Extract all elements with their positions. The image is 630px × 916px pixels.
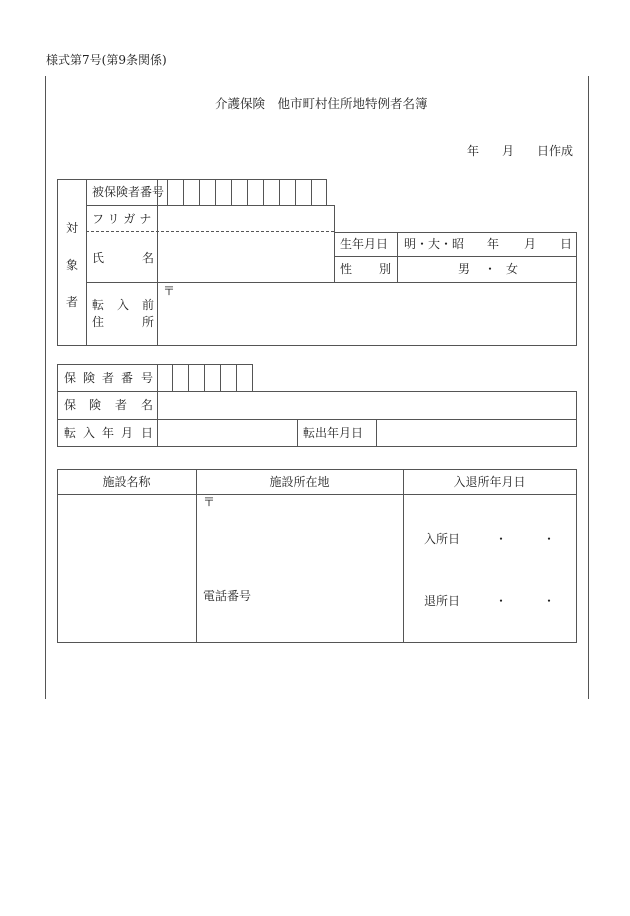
created-month-label: 月: [502, 144, 515, 158]
move-in-date-field[interactable]: [158, 420, 296, 446]
page-frame-left: [45, 76, 46, 699]
discharge-dot-1: ・: [495, 594, 508, 608]
insurer-cell-divider: [236, 364, 237, 391]
prev-address-field[interactable]: [158, 283, 575, 345]
insured-cell-divider: [311, 179, 312, 205]
gender-label-2: 別: [379, 262, 392, 276]
prev-address-label-2a: 住: [92, 315, 105, 329]
insurer-name-field[interactable]: [158, 392, 575, 418]
move-in-l4: 月: [121, 426, 134, 440]
birth-gender-divider: [397, 232, 398, 282]
birth-top: [334, 232, 576, 233]
insured-cell-divider: [231, 179, 232, 205]
insured-cell-divider: [263, 179, 264, 205]
birth-day-label: 日: [560, 237, 573, 251]
gender-male[interactable]: 男: [458, 262, 471, 276]
era-options[interactable]: 明・大・昭: [404, 237, 465, 251]
insurer-number-l3: 者: [102, 371, 115, 385]
created-day-label: 日作成: [537, 144, 574, 158]
insurer-right-border: [576, 391, 577, 447]
prev-address-label-1b: 入: [117, 298, 130, 312]
insured-cell-divider: [167, 179, 168, 205]
insurer-cell-divider: [204, 364, 205, 391]
form-title: 介護保険 他市町村住所地特例者名簿: [215, 96, 428, 111]
prev-address-label-1a: 転: [92, 298, 105, 312]
insurer-name-l2: 険: [89, 398, 102, 412]
furigana-label: フリガナ: [92, 212, 156, 226]
facility-address-header: 施設所在地: [269, 475, 330, 489]
gender-female[interactable]: 女: [506, 262, 519, 276]
move-in-l1: 転: [64, 426, 77, 440]
admission-dot-2: ・: [543, 532, 556, 546]
insured-cell-divider: [215, 179, 216, 205]
birth-bottom: [334, 256, 576, 257]
insurer-number-l1: 保: [64, 371, 77, 385]
insurer-number-l5: 号: [141, 371, 154, 385]
subject-right-border: [576, 232, 577, 346]
facility-postal-mark-icon: 〒: [203, 495, 216, 509]
name-label-2: 名: [142, 251, 155, 265]
facility-name-header: 施設名称: [102, 475, 151, 489]
subject-label-3: 者: [66, 295, 79, 309]
created-year-label: 年: [467, 144, 480, 158]
insured-cell-divider: [279, 179, 280, 205]
admission-dot-1: ・: [495, 532, 508, 546]
insured-cell-divider: [247, 179, 248, 205]
prev-address-label-2b: 所: [142, 315, 155, 329]
facility-col-divider-2: [403, 469, 404, 643]
facility-name-field[interactable]: [58, 495, 195, 642]
insurer-cell-divider: [172, 364, 173, 391]
insurer-number-end: [252, 364, 253, 391]
admission-label: 入所日: [424, 532, 461, 546]
birthdate-label: 生年月日: [340, 237, 389, 251]
name-label-1: 氏: [92, 251, 105, 265]
move-in-l5: 日: [141, 426, 154, 440]
insurer-cell-divider: [220, 364, 221, 391]
prev-address-label-1c: 前: [142, 298, 155, 312]
move-date-bottom: [157, 446, 576, 447]
birth-month-label: 月: [524, 237, 537, 251]
subject-label-1: 対: [66, 221, 79, 235]
insurer-cell-divider: [188, 364, 189, 391]
gender-separator: ・: [484, 262, 497, 276]
move-out-date-field[interactable]: [377, 420, 575, 446]
address-bottom: [86, 345, 576, 346]
insurer-name-l3: 者: [115, 398, 128, 412]
subject-label-2: 象: [66, 258, 79, 272]
move-out-date-label: 転出年月日: [303, 426, 364, 440]
gender-label-1: 性: [340, 262, 353, 276]
insured-cell-divider: [295, 179, 296, 205]
facility-address-field[interactable]: [197, 495, 402, 575]
birth-year-label: 年: [487, 237, 500, 251]
name-field[interactable]: [158, 232, 333, 281]
insurer-number-l4: 番: [121, 371, 134, 385]
move-in-l3: 年: [102, 426, 115, 440]
name-right-border: [334, 205, 335, 282]
insurer-number-l2: 険: [83, 371, 96, 385]
insured-cell-divider: [326, 179, 327, 205]
form-number: 様式第7号(第9条関係): [46, 53, 167, 67]
furigana-field[interactable]: [158, 206, 333, 231]
move-in-l2: 入: [83, 426, 96, 440]
insured-cell-divider: [199, 179, 200, 205]
postal-mark-icon: 〒: [163, 284, 176, 298]
admission-dates-header: 入退所年月日: [453, 475, 526, 489]
page-frame-right: [588, 76, 589, 699]
discharge-label: 退所日: [424, 594, 461, 608]
phone-label: 電話番号: [203, 589, 252, 603]
discharge-dot-2: ・: [543, 594, 556, 608]
insurer-name-l1: 保: [64, 398, 77, 412]
insured-cell-divider: [183, 179, 184, 205]
insured-number-label: 被保険者番号: [92, 185, 165, 199]
insurer-name-l4: 名: [141, 398, 154, 412]
move-out-left: [297, 419, 298, 447]
